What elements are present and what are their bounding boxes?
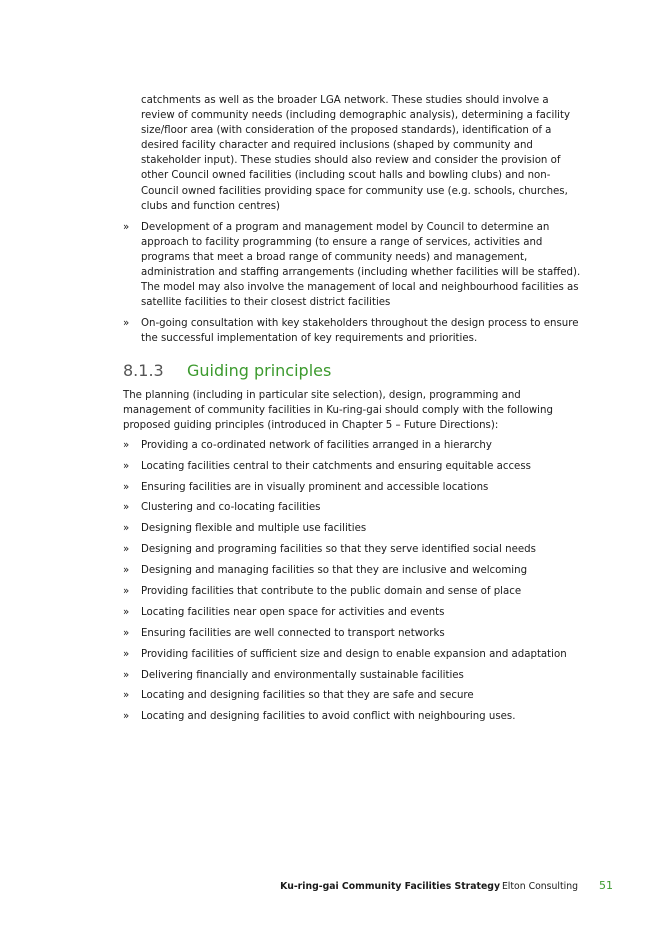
section-heading — [123, 361, 585, 380]
bullet-marker: » — [123, 221, 130, 233]
list-item — [123, 626, 585, 641]
list-item — [123, 542, 585, 557]
footer-organisation: Elton Consulting — [501, 881, 578, 892]
list-item-text: Locating facilities central to their catchments and ensuring equitable access — [141, 460, 531, 472]
list-item-text: Clustering and co-locating facilities — [141, 502, 321, 514]
list-item — [123, 605, 585, 620]
bullet-marker: » — [123, 565, 130, 577]
list-item-text: Providing facilities that contribute to the public domain and sense of place — [141, 586, 522, 598]
page-number: 51 — [599, 879, 613, 892]
list-item — [123, 688, 585, 703]
list-item — [123, 480, 585, 495]
continued-paragraph: catchments as well as the broader LGA network. These studies should involve a review of community needs (including demographic analysis), determining a facility size/floor area (with consideration of the proposed standards), identification of a desired facility character and required inclusions (shaped by community and stakeholder input). These studies should also review and consider the provision of other Council owned facilities (including scout halls and bowling clubs) and non-Council owned facilities providing space for community use (e.g. schools, churches, clubs and function centres) — [141, 95, 571, 212]
section-intro: The planning (including in particular site selection), design, programming and management of community facilities in Ku-ring-gai should comply with the following proposed guiding principles (introduced in Chapter 5 – Future Directions): — [123, 389, 553, 431]
list-item — [123, 584, 585, 599]
bullet-marker: » — [123, 669, 130, 681]
list-item-text: On-going consultation with key stakeholders throughout the design process to ensure the successful implementation of key requirements and priorities. — [141, 318, 579, 345]
list-item-text: Locating and designing facilities to avoid conflict with neighbouring uses. — [141, 711, 516, 723]
list-item-text: Designing and programing facilities so that they serve identified social needs — [141, 544, 536, 556]
bullet-marker: » — [123, 502, 130, 514]
page-content — [123, 93, 585, 730]
bullet-marker: » — [123, 711, 130, 723]
bullet-marker: » — [123, 481, 130, 493]
list-item-text: Providing facilities of sufficient size and design to enable expansion and adaptation — [141, 648, 567, 660]
list-item — [123, 459, 585, 474]
list-item — [123, 500, 585, 515]
list-item — [123, 563, 585, 578]
list-item-text: Locating facilities near open space for activities and events — [141, 606, 445, 618]
list-item — [123, 668, 585, 683]
bullet-marker: » — [123, 523, 130, 535]
page-footer — [0, 881, 656, 895]
list-item-text: Locating and designing facilities so that they are safe and secure — [141, 690, 474, 702]
bullet-marker: » — [123, 544, 130, 556]
list-item-text: Providing a co-ordinated network of facilities arranged in a hierarchy — [141, 439, 492, 451]
list-item-text: Designing flexible and multiple use facilities — [141, 523, 367, 535]
bullet-marker: » — [123, 690, 130, 702]
bullet-marker: » — [123, 606, 130, 618]
bullet-marker: » — [123, 648, 130, 660]
list-item-text: Development of a program and management model by Council to determine an approach to facility programming (to ensure a range of services, activities and programs that meet a broad range of community needs) and management, administration and staffing arrangements (including whether facilities will be staffed). The model may also involve the management of local and neighbourhood facilities as satellite facilities to their closest district facilities — [141, 221, 581, 309]
bullet-marker: » — [123, 439, 130, 451]
list-item — [123, 521, 585, 536]
section-title: Guiding principles — [187, 360, 332, 380]
bullet-marker: » — [123, 318, 130, 330]
list-item — [123, 647, 585, 662]
list-item — [123, 220, 585, 311]
list-item-text: Designing and managing facilities so that they are inclusive and welcoming — [141, 565, 528, 577]
bullet-marker: » — [123, 627, 130, 639]
bullet-marker: » — [123, 460, 130, 472]
principles-list — [123, 438, 585, 725]
list-item — [123, 438, 585, 453]
bullet-marker: » — [123, 586, 130, 598]
list-item — [123, 709, 585, 724]
list-item — [123, 316, 585, 346]
list-item-text: Delivering financially and environmentally sustainable facilities — [141, 669, 464, 681]
list-item-text: Ensuring facilities are in visually prominent and accessible locations — [141, 481, 489, 493]
top-bullet-list — [123, 220, 585, 347]
section-number: 8.1.3 — [123, 360, 164, 380]
list-item-text: Ensuring facilities are well connected to transport networks — [141, 627, 445, 639]
footer-document-title: Ku-ring-gai Community Facilities Strategy — [280, 881, 500, 892]
